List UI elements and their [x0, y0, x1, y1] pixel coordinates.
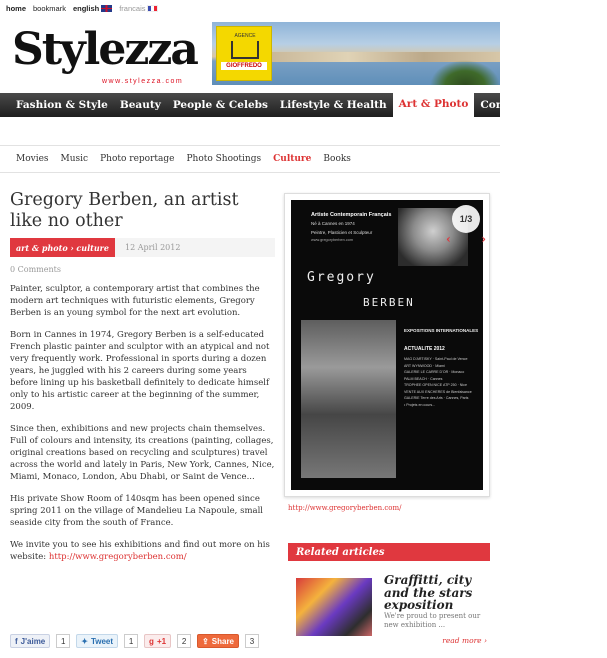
- uk-flag-icon: [101, 5, 112, 12]
- gallery-arrows: [446, 232, 486, 248]
- share-bar: [10, 633, 280, 649]
- banner-palm-image: [430, 60, 500, 85]
- home-link[interactable]: home: [6, 3, 27, 13]
- main-nav: [0, 93, 601, 117]
- poster-actu-heading: ACTUALITE 2012: [404, 346, 445, 352]
- language-french[interactable]: [119, 4, 158, 13]
- language-english[interactable]: [73, 4, 112, 13]
- gallery-counter: 1/3: [452, 205, 480, 233]
- poster-last-name: BERBEN: [363, 296, 415, 309]
- share-count: 3: [245, 634, 259, 648]
- poster-event-list: [404, 356, 478, 408]
- english-label: english: [72, 3, 100, 13]
- logo-url: www.stylezza.com: [102, 78, 184, 85]
- google-plus-icon: g: [149, 636, 154, 646]
- subnav-books[interactable]: Books: [323, 154, 351, 164]
- tweet-button[interactable]: [76, 634, 118, 648]
- nav-competitions[interactable]: Competitions: [480, 99, 560, 111]
- facebook-like-count: 1: [56, 634, 70, 648]
- facebook-like-button[interactable]: [10, 634, 50, 648]
- article-date: 12 April 2012: [124, 243, 181, 252]
- poster-event: PALM BEACH · Cannes: [404, 376, 443, 381]
- site-logo[interactable]: [12, 22, 210, 92]
- nav-people-celebs[interactable]: People & Celebs: [172, 99, 268, 111]
- poster-event: • Projets en cours...: [404, 402, 436, 407]
- google-plus-button[interactable]: [144, 634, 171, 648]
- nav-fashion-style[interactable]: Fashion & Style: [16, 99, 108, 111]
- related-article-description: We're proud to present our new exhibition ...: [384, 612, 481, 629]
- poster-artist-photo: [301, 320, 396, 478]
- twitter-icon: ✦: [81, 636, 88, 646]
- nav-beauty[interactable]: Beauty: [119, 99, 161, 111]
- agency-name: GIOFFREDO: [221, 62, 267, 70]
- related-article-thumbnail[interactable]: [296, 578, 372, 636]
- paragraph-5: [10, 539, 275, 563]
- poster-first-name: Gregory: [307, 270, 376, 285]
- share-label: Share: [211, 636, 234, 646]
- paragraph-4: His private Show Room of 140sqm has been opened since spring 2011 on the village of Mandelieu La Napoule, small seaside city from the south of France.: [10, 494, 264, 528]
- top-bar: [0, 0, 500, 16]
- poster-event: VENTE AUX ENCHERES de Bienfaisance: [404, 389, 472, 394]
- subnav-music[interactable]: Music: [60, 154, 89, 164]
- poster-expo-heading: EXPOSITIONS INTERNATIONALES: [404, 328, 479, 333]
- paragraph-2: Born in Cannes in 1974, Gregory Berben is a self-educated French plastic painter and sculptor with an atypical and not very frequently work. Professional in sports during a dozen years, he juggled with his 2 careers during some years before lining up his basketball definitely to dedicate himself only to his artistic career at the beginning of the summer, 2009.: [10, 330, 270, 412]
- google-plus-count: 2: [177, 634, 191, 648]
- poster-event: ART WYNWOOD · Miami: [404, 363, 445, 368]
- poster-event: GALERIE Terre des Arts · Cannes, Paris: [404, 396, 469, 400]
- poster-sub-2: Peintre, Plasticien et Sculpteur: [311, 230, 373, 235]
- agency-top-label: AGENCE: [234, 33, 256, 39]
- gallery-caption-link[interactable]: http://www.gregoryberben.com/: [288, 504, 402, 512]
- related-article-title[interactable]: Graffitti, city and the stars exposition: [384, 573, 473, 612]
- poster-event: MAG D'ARTISKY · Saint-Paul de Vence: [404, 357, 468, 361]
- subnav-culture[interactable]: Culture: [273, 154, 312, 164]
- gallery-next-icon[interactable]: ›: [481, 232, 486, 246]
- poster-sub-1: Né à Cannes en 1974: [311, 221, 355, 226]
- google-plus-label: +1: [156, 636, 167, 646]
- facebook-icon: f: [15, 636, 18, 646]
- paragraph-3: Since then, exhibitions and new projects chain themselves. Full of colours and intensity, its creations (painting, collages, original creations based on recycling and sculptures) travel across the world and lately in Paris, New York, Cannes, Nice, Miami, Monaco, London, Abu Dhabi, or Saint de Vence...: [10, 424, 275, 482]
- tweet-label: Tweet: [90, 636, 114, 646]
- article: [10, 190, 275, 563]
- logo-text: Stylezza: [12, 24, 197, 75]
- related-article[interactable]: [288, 572, 493, 648]
- bookmark-link[interactable]: bookmark: [33, 3, 66, 13]
- ad-banner[interactable]: [212, 22, 500, 85]
- subnav-movies[interactable]: Movies: [16, 154, 49, 164]
- category-tag[interactable]: art & photo › culture: [10, 238, 115, 257]
- poster-event: TROPHEE OPEN NICE ATP 250 · Nice: [404, 383, 467, 387]
- share-icon: ⇪: [202, 636, 209, 646]
- nav-shop[interactable]: Shop: [571, 99, 601, 111]
- poster-sub-3: www.gregoryberben.com: [311, 238, 353, 242]
- agency-logo: [216, 26, 272, 81]
- article-title: Gregory Berben, an artist like no other: [10, 190, 239, 231]
- article-body: [10, 283, 275, 563]
- poster-event: GALERIE LE CARRE D'OR · Monaco: [404, 370, 465, 374]
- fr-flag-icon: [147, 5, 158, 12]
- website-link[interactable]: http://www.gregoryberben.com/: [48, 552, 187, 562]
- tweet-count: 1: [124, 634, 138, 648]
- gallery-prev-icon[interactable]: ‹: [446, 232, 451, 246]
- facebook-like-label: J'aime: [20, 636, 46, 646]
- sub-nav: [0, 145, 500, 173]
- poster-title: Artiste Contemporain Français: [311, 212, 392, 218]
- share-button[interactable]: [197, 634, 239, 648]
- subnav-photo-shootings[interactable]: Photo Shootings: [186, 154, 262, 164]
- francais-label: francais: [119, 3, 146, 13]
- comments-link[interactable]: 0 Comments: [10, 265, 61, 274]
- paragraph-1: Painter, sculptor, a contemporary artist that combines the modern art techniques with futuristic elements, Gregory Berben is an young symbol for the next art evolution.: [10, 284, 260, 318]
- read-more-link[interactable]: read more ›: [442, 636, 487, 645]
- related-articles-header: Related articles: [288, 543, 490, 561]
- subnav-photo-reportage[interactable]: Photo reportage: [100, 154, 175, 164]
- paragraph-5-text: We invite you to see his exhibitions and find out more on his website:: [10, 540, 270, 562]
- nav-art-photo[interactable]: Art & Photo: [393, 90, 475, 117]
- house-icon: [231, 41, 259, 59]
- nav-lifestyle-health[interactable]: Lifestyle & Health: [279, 99, 387, 111]
- article-meta: [10, 238, 275, 257]
